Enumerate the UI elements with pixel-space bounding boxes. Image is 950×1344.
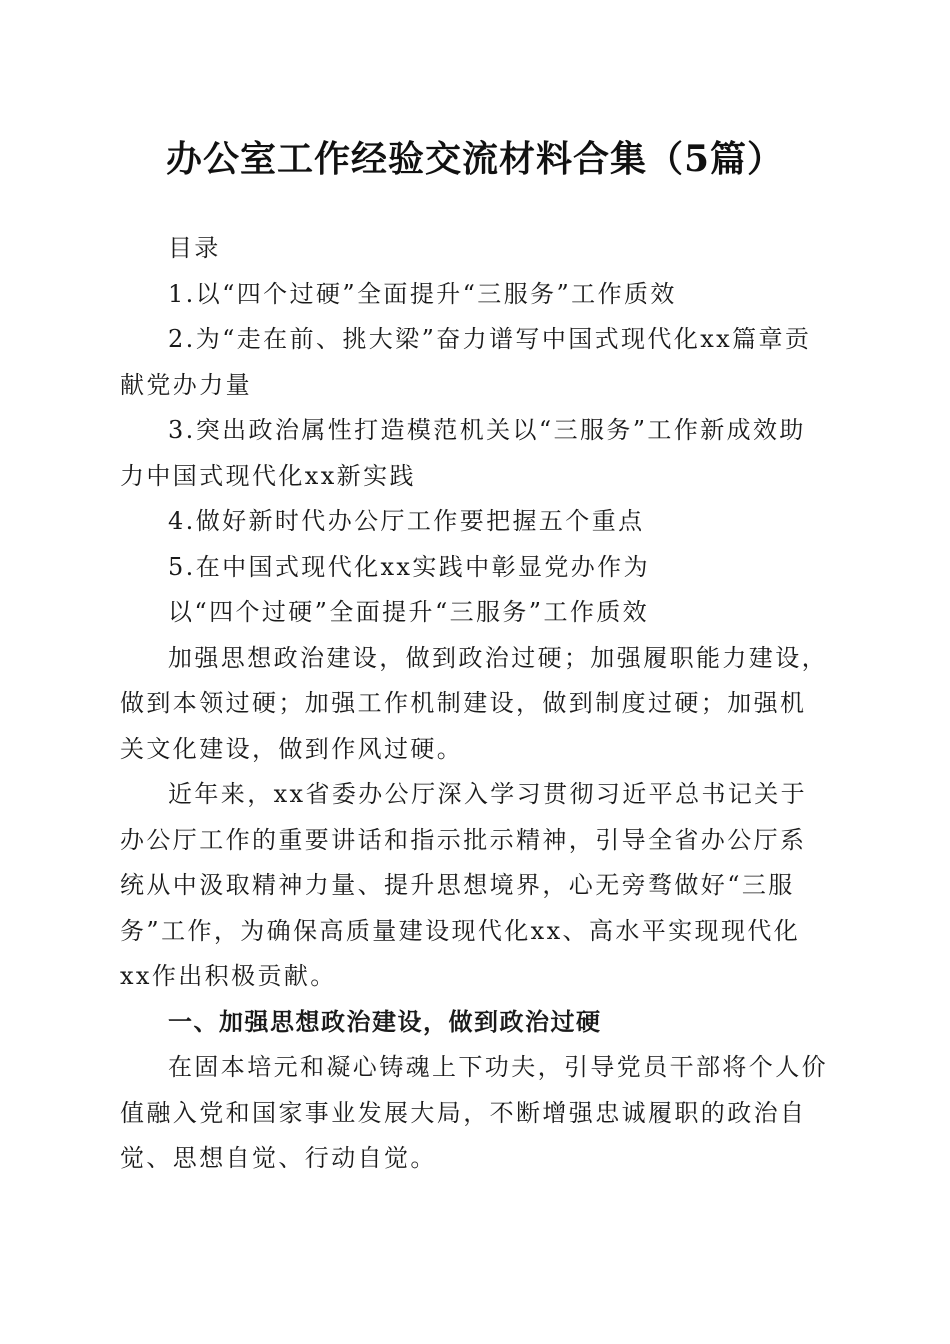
section-heading-1: 一、加强思想政治建设，做到政治过硬: [168, 1007, 602, 1036]
toc-item-2: 2.为“走在前、挑大梁”奋力谱写中国式现代化xx篇章贡献党办力量: [120, 325, 812, 399]
toc-item-1: 1.以“四个过硬”全面提升“三服务”工作质效: [168, 279, 677, 308]
toc-item-3: 3.突出政治属性打造模范机关以“三服务”工作新成效助力中国式现代化xx新实践: [120, 416, 806, 490]
section-paragraph-1: 在固本培元和凝心铸魂上下功夫，引导党员干部将个人价值融入党和国家事业发展大局，不断增强忠诚履职的政治自觉、思想自觉、行动自觉。: [120, 1053, 828, 1172]
paragraph-2: 近年来，xx省委办公厅深入学习贯彻习近平总书记关于办公厅工作的重要讲话和指示批示精神，引导全省办公厅系统从中汲取精神力量、提升思想境界，心无旁骛做好“三服务”工作，为确保高质量建设现代化xx、高水平实现现代化xx作出积极贡献。: [120, 780, 808, 990]
article-title: 以“四个过硬”全面提升“三服务”工作质效: [168, 598, 650, 626]
document-body: [120, 226, 830, 1182]
document-title: 办公室工作经验交流材料合集（5篇）: [165, 138, 785, 180]
toc-label: 目录: [168, 234, 221, 262]
toc-item-4: 4.做好新时代办公厅工作要把握五个重点: [168, 507, 645, 535]
toc-item-5: 5.在中国式现代化xx实践中彰显党办作为: [168, 552, 650, 581]
paragraph-1: 加强思想政治建设，做到政治过硬；加强履职能力建设，做到本领过硬；加强工作机制建设，做到制度过硬；加强机关文化建设，做到作风过硬。: [120, 643, 828, 763]
